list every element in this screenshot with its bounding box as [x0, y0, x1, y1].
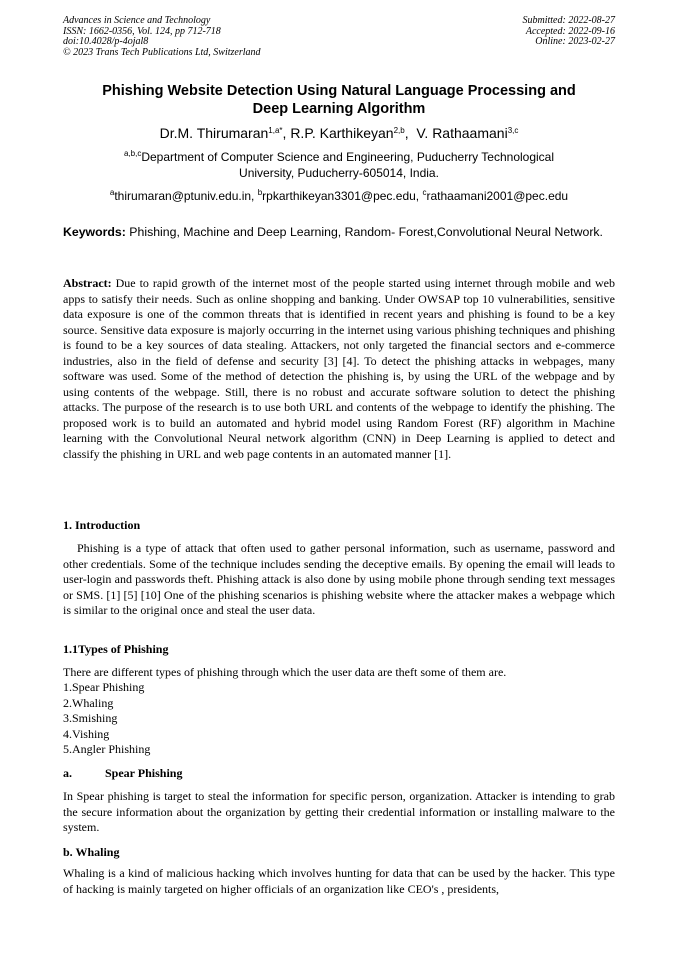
author-affil-mark: 2,b — [393, 126, 405, 135]
issn: ISSN: 1662-0356, Vol. 124, pp 712-718 — [63, 25, 221, 37]
keywords — [63, 224, 615, 240]
abstract-label: Abstract: — [63, 276, 112, 290]
section-heading: 1. Introduction — [63, 518, 141, 532]
list-item: 2.Whaling — [63, 695, 114, 710]
email-mark: c — [422, 188, 427, 197]
section-paragraph: Whaling is a kind of malicious hacking which involves hunting for data that can be used by the hacker. This type of hacking is mainly targeted on higher officials of an organization like CEO's , presidents, — [63, 866, 615, 896]
affiliation-line-2: University, Puducherry-605014, India. — [239, 165, 439, 180]
subsection-heading — [63, 766, 182, 781]
abstract — [63, 276, 615, 462]
email-link[interactable]: thirumaran@ptuniv.edu.in — [114, 189, 252, 203]
list-item: 3.Smishing — [63, 711, 118, 725]
paper-title — [63, 82, 615, 118]
submitted-date: Submitted: 2022-08-27 — [522, 15, 615, 26]
copyright: © 2023 Trans Tech Publications Ltd, Switzerland — [63, 46, 261, 58]
email-mark: b — [257, 188, 263, 197]
author-affil-mark: 1,a* — [268, 126, 283, 135]
list-item: 4.Vishing — [63, 726, 110, 741]
list-item: 1.Spear Phishing — [63, 680, 145, 694]
author-affil-mark: 3,c — [507, 126, 519, 135]
publication-dates — [523, 16, 616, 48]
section-paragraph: There are different types of phishing through which the user data are theft some of them are. — [63, 665, 507, 679]
online-date: Online: 2023-02-27 — [535, 36, 615, 48]
subsection-heading: b. Whaling — [63, 845, 120, 859]
phishing-types-list — [63, 680, 150, 758]
keywords-text: Phishing, Machine and Deep Learning, Random- Forest,Convolutional Neural Network. — [125, 225, 603, 239]
section-paragraph: Phishing is a type of attack that often used to gather personal information, such as username, password and other credentials. Some of the technique includes sending the deceptive emails. By opening the email will leads to user-login and passwords theft. Phishing attack is also done by using mobile phone through sending text messages or SMS. [1] [5] [10] One of the phishing scenarios is phishing website where the attacker makes a webpage which is similar to the original once and steal the user data. — [63, 541, 615, 617]
accepted-date: Accepted: 2022-09-16 — [525, 25, 615, 37]
affiliation-mark: a,b,c — [123, 149, 142, 158]
subsection-number: a. — [63, 766, 72, 780]
title-line-1: Phishing Website Detection Using Natural Language Processing and — [102, 83, 576, 99]
affiliation-line-1: Department of Computer Science and Engineering, Puducherry Technological — [141, 150, 555, 164]
author-list: Dr.M. Thirumaran$^{1,a*}$, R.P. Karthikeyan$^{2,b}$, V. Rathaamani$^{3,c}$ — [159, 125, 519, 141]
abstract-text: Due to rapid growth of the internet most of the people started using internet through mobile and web apps to satisfy their needs. Such as online shopping and banking. Under OWSAP top 10 vulnerabilities, sensitive data exposure is one of the common threats that is identified in recent years and phishing is found to be a key source. Sensitive data exposure is majorly occurring in the internet using various phishing techniques and phishing is found to be a key sources of data stealing. Attackers, not only targeted the financial sectors and e-commerce industries, also in the field of defense and security [3] [4]. To detect the phishing attacks in webpages, many software was used. Some of the method of detection the phishing is, by using the URL of the webpage and by using contents of the webpage. Still, there is no robust and accurate software solution to detect the phishing attacks. The purpose of the research is to use both URL and contents of the webpage to identify the phishing. The proposed work is to build an automated and hybrid model using Random Forest (RF) algorithm in Machine learning with the Convolutional Neural network algorithm (CNN) in Deep Learning is applied to detect and classify the phishing in URL and web page contents in an automated manner [1]. — [63, 276, 615, 461]
doi: doi:10.4028/p-4ojal8 — [63, 36, 149, 48]
journal-name: Advances in Science and Technology — [63, 15, 211, 26]
affiliation — [63, 150, 615, 181]
author-name: R.P. Karthikeyan — [290, 125, 394, 141]
email-link[interactable]: rathaamani2001@pec.edu — [426, 189, 569, 203]
subsection-heading: 1.1Types of Phishing — [63, 642, 169, 656]
author-name: V. Rathaamani — [416, 125, 508, 141]
keywords-label: Keywords: — [63, 225, 126, 239]
section-paragraph: In Spear phishing is target to steal the information for specific person, organization. Attacker is intending to grab the secure information about the organization by getting their credential information or installing malware to the system. — [63, 789, 615, 834]
subsection-title: Spear Phishing — [105, 766, 183, 780]
title-line-2: Deep Learning Algorithm — [252, 101, 426, 117]
email-mark: a — [109, 188, 115, 197]
journal-info — [63, 16, 261, 58]
list-item: 5.Angler Phishing — [63, 742, 151, 756]
email-list: $^a$thirumaran@ptuniv.edu.in, $^b$rpkarthikeyan3301@pec.edu, $^c$rathaamani2001@pec.edu — [109, 188, 569, 203]
author-name: Dr.M. Thirumaran — [159, 125, 269, 141]
email-link[interactable]: rpkarthikeyan3301@pec.edu — [262, 189, 416, 203]
